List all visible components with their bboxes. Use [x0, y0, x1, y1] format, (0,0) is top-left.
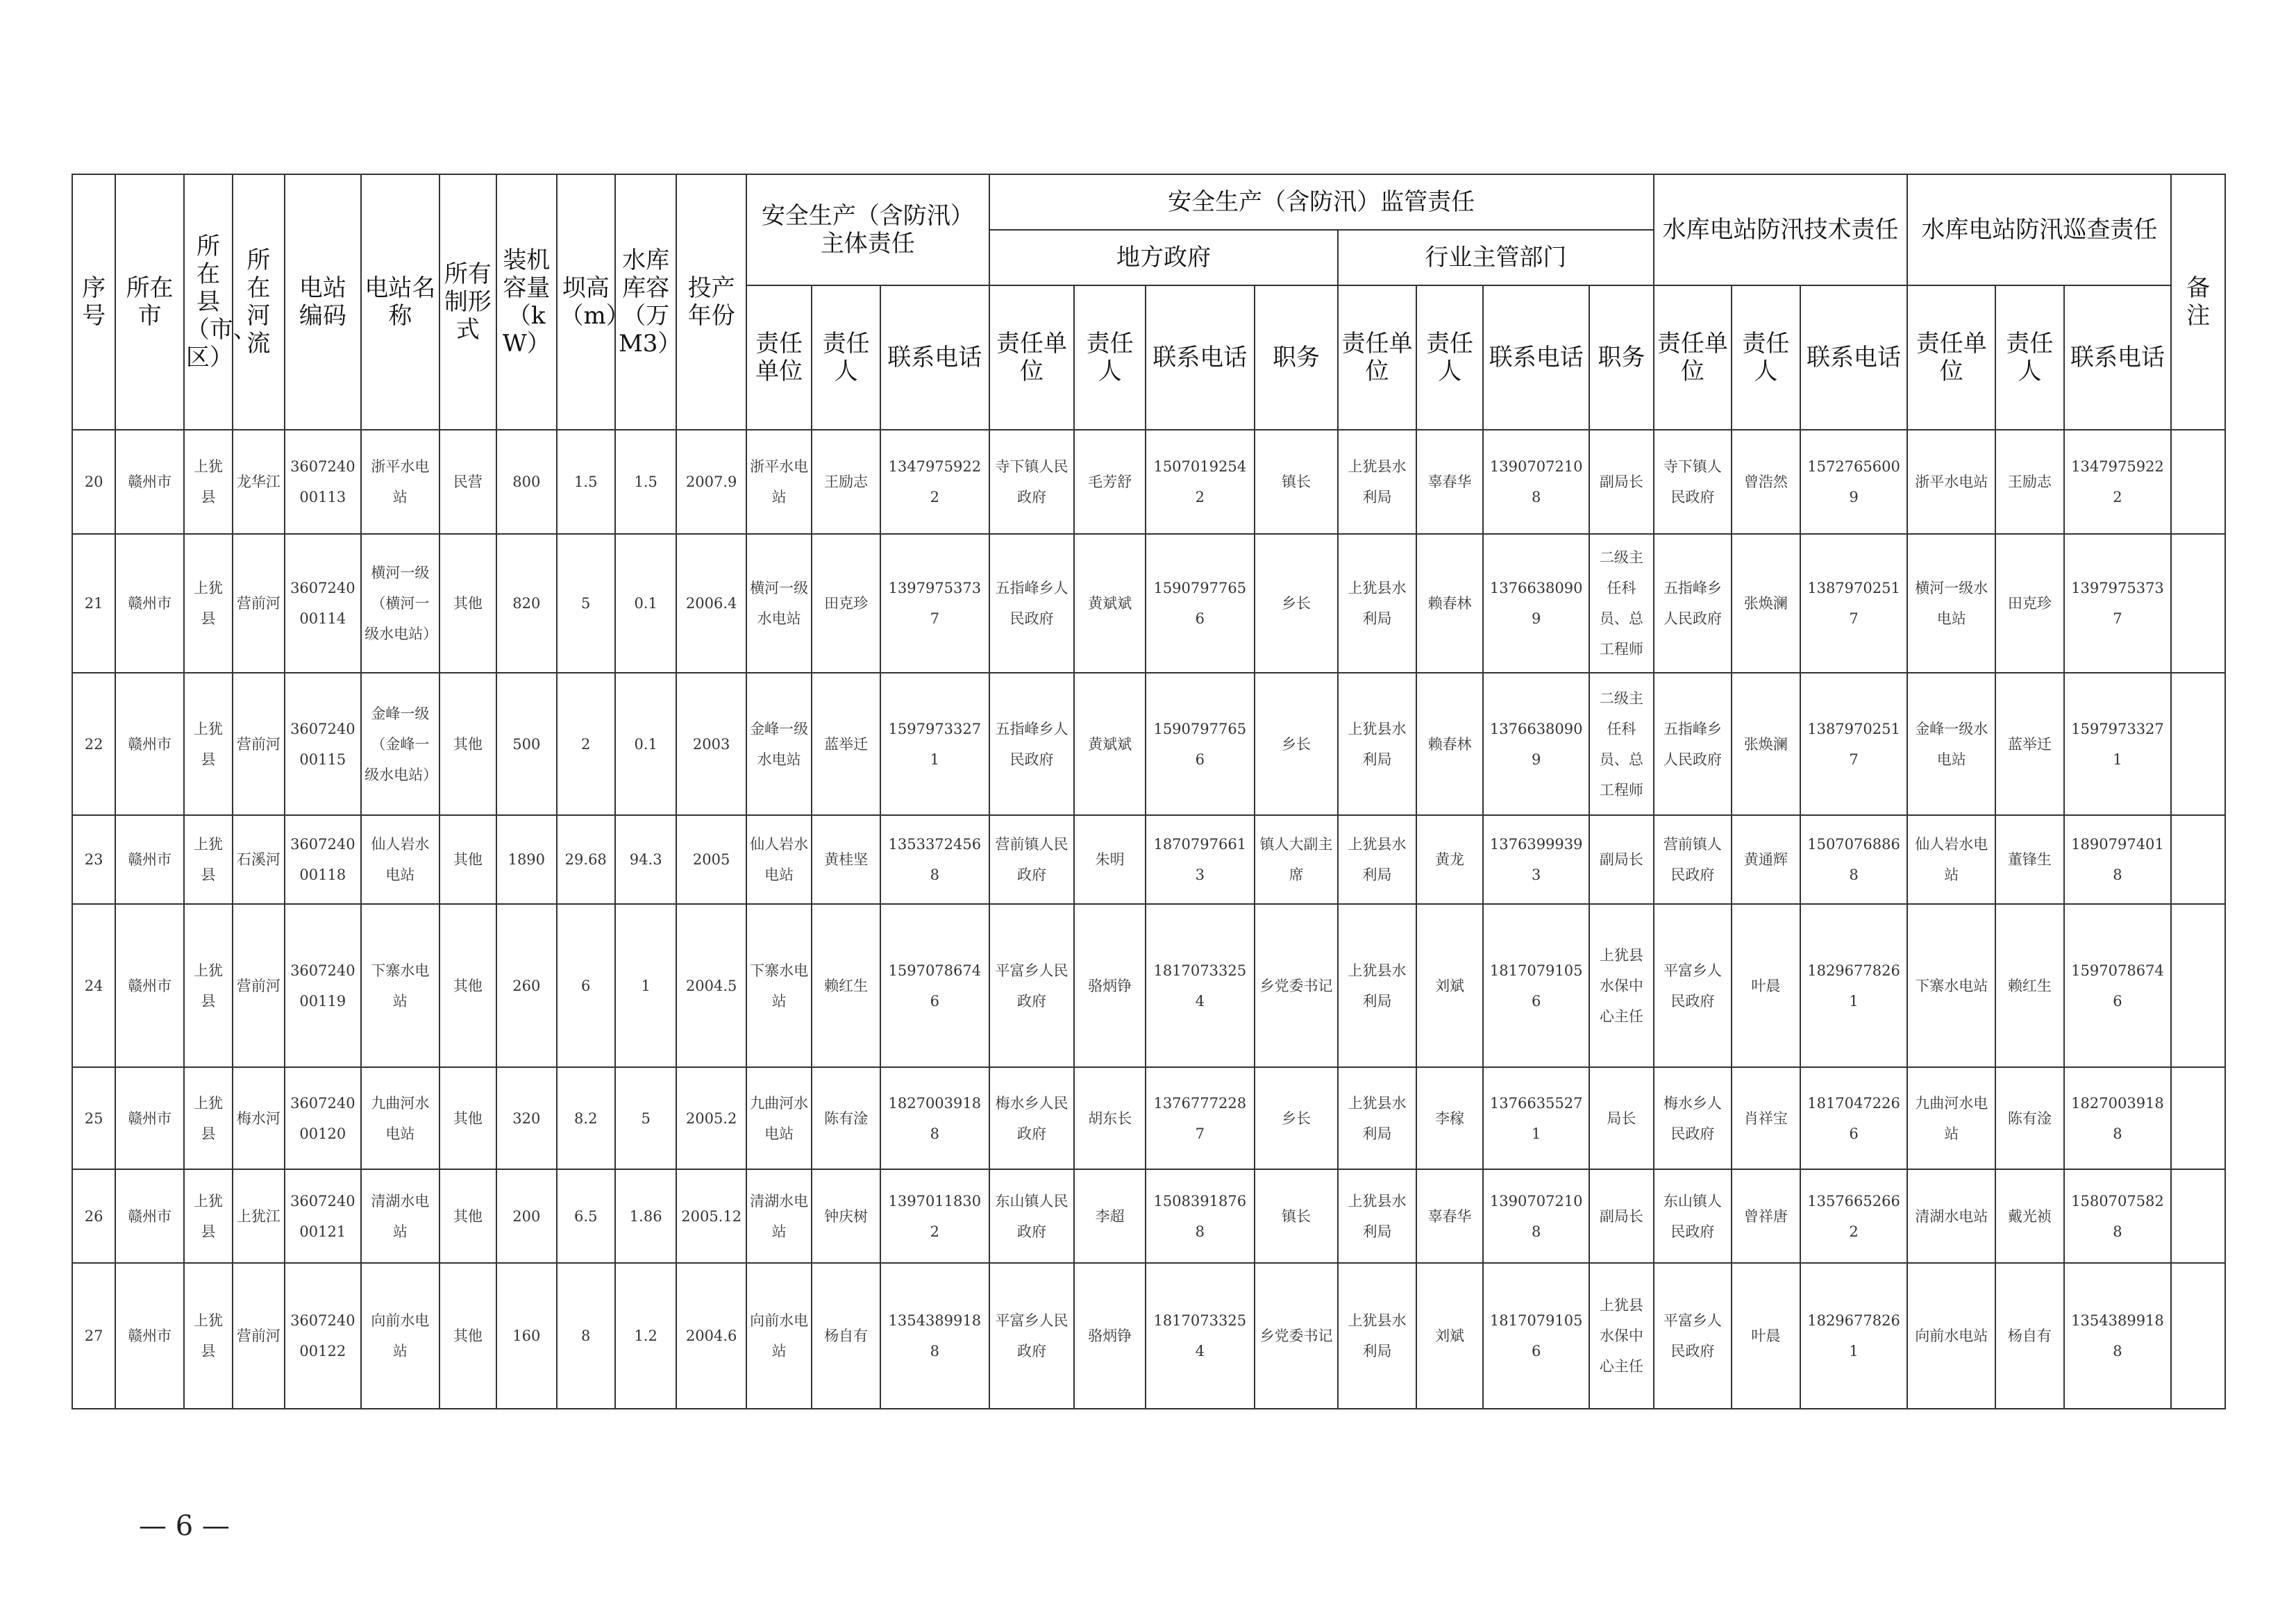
cell-cap: 800: [496, 430, 556, 534]
cell-p-unit: 向前水电站: [1907, 1263, 1995, 1409]
cell-m-unit: 清湖水电站: [746, 1169, 812, 1263]
cell-p-person: 戴光祯: [1995, 1169, 2064, 1263]
cell-stor: 94.3: [615, 815, 676, 904]
cell-county: 上犹县: [184, 1067, 233, 1169]
cell-t-unit: 营前镇人民政府: [1654, 815, 1732, 904]
col-name-header: 电站名称: [361, 174, 439, 430]
cell-m-phone: 13970118302: [880, 1169, 989, 1263]
cell-g-person: 骆炳铮: [1074, 904, 1146, 1067]
cell-seq: 21: [72, 534, 115, 673]
cell-g-phone: 13767772287: [1146, 1067, 1255, 1169]
cell-i-phone: 13907072108: [1483, 430, 1589, 534]
cell-t-person: 肖祥宝: [1732, 1067, 1800, 1169]
cell-m-unit: 向前水电站: [746, 1263, 812, 1409]
cell-t-phone: 13879702517: [1800, 534, 1908, 673]
cell-t-unit: 梅水乡人民政府: [1654, 1067, 1732, 1169]
cell-remark: [2171, 904, 2225, 1067]
cell-m-phone: 13543899188: [880, 1263, 989, 1409]
cell-p-phone: 15970786746: [2064, 904, 2172, 1067]
local-person-header: 责任人: [1074, 285, 1146, 430]
cell-stor: 5: [615, 1067, 676, 1169]
cell-city: 赣州市: [115, 1067, 184, 1169]
cell-city: 赣州市: [115, 534, 184, 673]
cell-dam: 5: [557, 534, 615, 673]
industry-phone-header: 联系电话: [1483, 285, 1589, 430]
cell-m-phone: 13533724568: [880, 815, 989, 904]
cell-i-person: 刘斌: [1416, 904, 1483, 1067]
cell-own: 其他: [439, 1067, 496, 1169]
cell-t-phone: 18170472266: [1800, 1067, 1908, 1169]
cell-p-person: 王励志: [1995, 430, 2064, 534]
main-person-header: 责任人: [812, 285, 880, 430]
cell-year: 2006.4: [676, 534, 746, 673]
local-phone-header: 联系电话: [1146, 285, 1255, 430]
cell-g-phone: 15083918768: [1146, 1169, 1255, 1263]
cell-p-unit: 下寨水电站: [1907, 904, 1995, 1067]
cell-p-phone: 18270039188: [2064, 1067, 2172, 1169]
group-main-responsibility-header: 安全生产（含防汛）主体责任: [746, 174, 989, 285]
cell-p-person: 董锋生: [1995, 815, 2064, 904]
cell-m-person: 陈有淦: [812, 1067, 880, 1169]
cell-p-unit: 仙人岩水电站: [1907, 815, 1995, 904]
group-supervise-responsibility-header: 安全生产（含防汛）监管责任: [989, 174, 1654, 230]
page-number: — 6 —: [139, 1510, 230, 1542]
cell-p-person: 蓝举迁: [1995, 673, 2064, 815]
cell-i-unit: 上犹县水利局: [1338, 673, 1416, 815]
cell-dam: 1.5: [557, 430, 615, 534]
cell-t-person: 曾祥唐: [1732, 1169, 1800, 1263]
cell-city: 赣州市: [115, 430, 184, 534]
cell-t-unit: 五指峰乡人民政府: [1654, 534, 1732, 673]
cell-i-unit: 上犹县水利局: [1338, 904, 1416, 1067]
col-county-header: 所在县（市、区）: [184, 174, 233, 430]
cell-code: 360724000122: [285, 1263, 362, 1409]
table-row: [72, 904, 2225, 1067]
cell-i-phone: 18170791056: [1483, 1263, 1589, 1409]
cell-p-phone: 13543899188: [2064, 1263, 2172, 1409]
cell-m-unit: 浙平水电站: [746, 430, 812, 534]
cell-m-person: 王励志: [812, 430, 880, 534]
cell-p-unit: 九曲河水电站: [1907, 1067, 1995, 1169]
cell-t-phone: 18296778261: [1800, 904, 1908, 1067]
cell-g-phone: 15070192542: [1146, 430, 1255, 534]
cell-river: 石溪河: [233, 815, 284, 904]
industry-unit-header: 责任单位: [1338, 285, 1416, 430]
cell-river: 营前河: [233, 1263, 284, 1409]
cell-g-pos: 镇长: [1255, 430, 1339, 534]
cell-dam: 8: [557, 1263, 615, 1409]
cell-i-pos: 二级主任科员、总工程师: [1589, 673, 1653, 815]
cell-t-phone: 15070768868: [1800, 815, 1908, 904]
cell-name: 金峰一级（金峰一级水电站）: [361, 673, 439, 815]
cell-t-person: 叶晨: [1732, 1263, 1800, 1409]
cell-m-person: 黄桂坚: [812, 815, 880, 904]
cell-t-unit: 五指峰乡人民政府: [1654, 673, 1732, 815]
cell-t-person: 张焕澜: [1732, 534, 1800, 673]
cell-year: 2005.2: [676, 1067, 746, 1169]
cell-remark: [2171, 1067, 2225, 1169]
cell-remark: [2171, 1169, 2225, 1263]
group-patrol-responsibility-header: 水库电站防汛巡查责任: [1907, 174, 2171, 285]
cell-g-pos: 镇长: [1255, 1169, 1339, 1263]
cell-m-person: 田克珍: [812, 534, 880, 673]
cell-t-phone: 13576652662: [1800, 1169, 1908, 1263]
cell-cap: 260: [496, 904, 556, 1067]
hydropower-responsibility-table: [72, 174, 2226, 1409]
col-river-header: 所在河流: [233, 174, 284, 430]
cell-g-person: 骆炳铮: [1074, 1263, 1146, 1409]
cell-m-person: 赖红生: [812, 904, 880, 1067]
cell-remark: [2171, 673, 2225, 815]
cell-t-person: 黄通辉: [1732, 815, 1800, 904]
cell-i-person: 李稼: [1416, 1067, 1483, 1169]
cell-dam: 6: [557, 904, 615, 1067]
cell-dam: 6.5: [557, 1169, 615, 1263]
cell-city: 赣州市: [115, 815, 184, 904]
col-ownership-header: 所有制形式: [439, 174, 496, 430]
cell-g-phone: 18170733254: [1146, 1263, 1255, 1409]
cell-year: 2005.12: [676, 1169, 746, 1263]
cell-p-phone: 18907974018: [2064, 815, 2172, 904]
cell-i-phone: 18170791056: [1483, 904, 1589, 1067]
cell-g-pos: 镇人大副主席: [1255, 815, 1339, 904]
cell-g-unit: 五指峰乡人民政府: [989, 534, 1075, 673]
cell-county: 上犹县: [184, 534, 233, 673]
table-row: [72, 815, 2225, 904]
cell-name: 横河一级（横河一级水电站）: [361, 534, 439, 673]
cell-code: 360724000113: [285, 430, 362, 534]
cell-g-phone: 15907977656: [1146, 673, 1255, 815]
cell-g-pos: 乡长: [1255, 1067, 1339, 1169]
cell-i-person: 辜春华: [1416, 430, 1483, 534]
col-year-header: 投产年份: [676, 174, 746, 430]
col-dam-height-header: 坝高（m）: [557, 174, 615, 430]
cell-m-phone: 15970786746: [880, 904, 989, 1067]
cell-seq: 20: [72, 430, 115, 534]
cell-seq: 26: [72, 1169, 115, 1263]
cell-g-unit: 东山镇人民政府: [989, 1169, 1075, 1263]
cell-stor: 1.86: [615, 1169, 676, 1263]
cell-g-phone: 15907977656: [1146, 534, 1255, 673]
local-unit-header: 责任单位: [989, 285, 1075, 430]
group-tech-responsibility-header: 水库电站防汛技术责任: [1654, 174, 1908, 285]
cell-i-phone: 13766355271: [1483, 1067, 1589, 1169]
cell-i-unit: 上犹县水利局: [1338, 534, 1416, 673]
cell-i-person: 刘斌: [1416, 1263, 1483, 1409]
cell-seq: 27: [72, 1263, 115, 1409]
cell-i-phone: 13766380909: [1483, 534, 1589, 673]
cell-i-phone: 13766380909: [1483, 673, 1589, 815]
cell-dam: 2: [557, 673, 615, 815]
cell-i-unit: 上犹县水利局: [1338, 1169, 1416, 1263]
cell-name: 向前水电站: [361, 1263, 439, 1409]
cell-year: 2007.9: [676, 430, 746, 534]
patrol-phone-header: 联系电话: [2064, 285, 2172, 430]
cell-name: 九曲河水电站: [361, 1067, 439, 1169]
cell-stor: 0.1: [615, 673, 676, 815]
cell-code: 360724000114: [285, 534, 362, 673]
cell-cap: 320: [496, 1067, 556, 1169]
sub-local-government-header: 地方政府: [989, 230, 1339, 285]
cell-remark: [2171, 430, 2225, 534]
cell-own: 其他: [439, 815, 496, 904]
cell-t-unit: 东山镇人民政府: [1654, 1169, 1732, 1263]
cell-p-phone: 13979753737: [2064, 534, 2172, 673]
cell-cap: 160: [496, 1263, 556, 1409]
cell-i-pos: 副局长: [1589, 1169, 1653, 1263]
col-storage-header: 水库库容（万M3）: [615, 174, 676, 430]
cell-year: 2004.6: [676, 1263, 746, 1409]
cell-seq: 22: [72, 673, 115, 815]
cell-stor: 1.2: [615, 1263, 676, 1409]
cell-g-unit: 寺下镇人民政府: [989, 430, 1075, 534]
cell-g-person: 胡东长: [1074, 1067, 1146, 1169]
cell-i-phone: 13763999393: [1483, 815, 1589, 904]
cell-stor: 0.1: [615, 534, 676, 673]
col-capacity-header: 装机容量（kW）: [496, 174, 556, 430]
cell-m-unit: 下寨水电站: [746, 904, 812, 1067]
cell-i-person: 赖春林: [1416, 534, 1483, 673]
cell-t-phone: 13879702517: [1800, 673, 1908, 815]
cell-m-unit: 金峰一级水电站: [746, 673, 812, 815]
cell-code: 360724000118: [285, 815, 362, 904]
cell-name: 仙人岩水电站: [361, 815, 439, 904]
cell-t-unit: 平富乡人民政府: [1654, 1263, 1732, 1409]
col-city-header: 所在市: [115, 174, 184, 430]
cell-p-phone: 13479759222: [2064, 430, 2172, 534]
cell-code: 360724000120: [285, 1067, 362, 1169]
cell-own: 其他: [439, 1169, 496, 1263]
cell-g-phone: 18707976613: [1146, 815, 1255, 904]
patrol-person-header: 责任人: [1995, 285, 2064, 430]
cell-code: 360724000115: [285, 673, 362, 815]
cell-remark: [2171, 1263, 2225, 1409]
cell-t-phone: 15727656009: [1800, 430, 1908, 534]
cell-g-person: 毛芳舒: [1074, 430, 1146, 534]
tech-unit-header: 责任单位: [1654, 285, 1732, 430]
cell-own: 其他: [439, 1263, 496, 1409]
cell-dam: 8.2: [557, 1067, 615, 1169]
cell-own: 其他: [439, 534, 496, 673]
cell-remark: [2171, 815, 2225, 904]
cell-i-person: 赖春林: [1416, 673, 1483, 815]
cell-t-person: 曾浩然: [1732, 430, 1800, 534]
col-code-header: 电站编码: [285, 174, 362, 430]
cell-g-pos: 乡党委书记: [1255, 1263, 1339, 1409]
cell-g-unit: 平富乡人民政府: [989, 1263, 1075, 1409]
cell-i-pos: 副局长: [1589, 430, 1653, 534]
cell-own: 其他: [439, 673, 496, 815]
tech-person-header: 责任人: [1732, 285, 1800, 430]
cell-seq: 24: [72, 904, 115, 1067]
cell-stor: 1: [615, 904, 676, 1067]
cell-own: 民营: [439, 430, 496, 534]
cell-p-unit: 金峰一级水电站: [1907, 673, 1995, 815]
cell-cap: 820: [496, 534, 556, 673]
cell-city: 赣州市: [115, 904, 184, 1067]
patrol-unit-header: 责任单位: [1907, 285, 1995, 430]
cell-g-person: 朱明: [1074, 815, 1146, 904]
local-position-header: 职务: [1255, 285, 1339, 430]
sub-industry-department-header: 行业主管部门: [1338, 230, 1653, 285]
cell-year: 2003: [676, 673, 746, 815]
cell-g-pos: 乡长: [1255, 673, 1339, 815]
col-remarks-header: 备注: [2171, 174, 2225, 430]
table-row: [72, 1169, 2225, 1263]
cell-river: 梅水河: [233, 1067, 284, 1169]
cell-i-unit: 上犹县水利局: [1338, 815, 1416, 904]
cell-i-pos: 二级主任科员、总工程师: [1589, 534, 1653, 673]
cell-i-unit: 上犹县水利局: [1338, 1263, 1416, 1409]
cell-i-phone: 13907072108: [1483, 1169, 1589, 1263]
cell-m-person: 蓝举迁: [812, 673, 880, 815]
table-row: [72, 534, 2225, 673]
cell-i-person: 黄龙: [1416, 815, 1483, 904]
cell-i-pos: 上犹县水保中心主任: [1589, 1263, 1653, 1409]
cell-code: 360724000121: [285, 1169, 362, 1263]
cell-city: 赣州市: [115, 673, 184, 815]
cell-city: 赣州市: [115, 1263, 184, 1409]
cell-m-unit: 九曲河水电站: [746, 1067, 812, 1169]
cell-i-pos: 副局长: [1589, 815, 1653, 904]
cell-m-phone: 13979753737: [880, 534, 989, 673]
cell-city: 赣州市: [115, 1169, 184, 1263]
cell-dam: 29.68: [557, 815, 615, 904]
cell-seq: 23: [72, 815, 115, 904]
cell-i-pos: 局长: [1589, 1067, 1653, 1169]
cell-remark: [2171, 534, 2225, 673]
tech-phone-header: 联系电话: [1800, 285, 1908, 430]
cell-cap: 1890: [496, 815, 556, 904]
industry-position-header: 职务: [1589, 285, 1653, 430]
cell-year: 2005: [676, 815, 746, 904]
cell-p-unit: 清湖水电站: [1907, 1169, 1995, 1263]
cell-p-unit: 浙平水电站: [1907, 430, 1995, 534]
cell-m-phone: 18270039188: [880, 1067, 989, 1169]
cell-county: 上犹县: [184, 430, 233, 534]
cell-p-person: 陈有淦: [1995, 1067, 2064, 1169]
cell-river: 营前河: [233, 673, 284, 815]
cell-i-unit: 上犹县水利局: [1338, 430, 1416, 534]
cell-river: 营前河: [233, 534, 284, 673]
cell-m-unit: 仙人岩水电站: [746, 815, 812, 904]
cell-year: 2004.5: [676, 904, 746, 1067]
cell-county: 上犹县: [184, 1169, 233, 1263]
cell-m-unit: 横河一级水电站: [746, 534, 812, 673]
cell-g-person: 黄斌斌: [1074, 673, 1146, 815]
cell-g-unit: 营前镇人民政府: [989, 815, 1075, 904]
cell-t-unit: 平富乡人民政府: [1654, 904, 1732, 1067]
cell-p-phone: 15979733271: [2064, 673, 2172, 815]
cell-t-person: 张焕澜: [1732, 673, 1800, 815]
cell-county: 上犹县: [184, 815, 233, 904]
cell-t-phone: 18296778261: [1800, 1263, 1908, 1409]
cell-g-person: 李超: [1074, 1169, 1146, 1263]
cell-p-unit: 横河一级水电站: [1907, 534, 1995, 673]
cell-g-pos: 乡党委书记: [1255, 904, 1339, 1067]
cell-g-unit: 平富乡人民政府: [989, 904, 1075, 1067]
cell-i-pos: 上犹县水保中心主任: [1589, 904, 1653, 1067]
cell-g-unit: 梅水乡人民政府: [989, 1067, 1075, 1169]
cell-seq: 25: [72, 1067, 115, 1169]
cell-river: 营前河: [233, 904, 284, 1067]
cell-p-person: 杨自有: [1995, 1263, 2064, 1409]
main-unit-header: 责任单位: [746, 285, 812, 430]
cell-g-unit: 五指峰乡人民政府: [989, 673, 1075, 815]
cell-g-person: 黄斌斌: [1074, 534, 1146, 673]
table-row: [72, 430, 2225, 534]
cell-g-phone: 18170733254: [1146, 904, 1255, 1067]
table-row: [72, 673, 2225, 815]
cell-county: 上犹县: [184, 673, 233, 815]
cell-cap: 200: [496, 1169, 556, 1263]
cell-name: 浙平水电站: [361, 430, 439, 534]
cell-t-unit: 寺下镇人民政府: [1654, 430, 1732, 534]
industry-person-header: 责任人: [1416, 285, 1483, 430]
cell-county: 上犹县: [184, 1263, 233, 1409]
cell-name: 下寨水电站: [361, 904, 439, 1067]
responsibility-table-sheet: [72, 174, 2226, 1409]
cell-m-person: 杨自有: [812, 1263, 880, 1409]
cell-t-person: 叶晨: [1732, 904, 1800, 1067]
cell-river: 上犹江: [233, 1169, 284, 1263]
cell-stor: 1.5: [615, 430, 676, 534]
cell-p-phone: 15807075828: [2064, 1169, 2172, 1263]
cell-county: 上犹县: [184, 904, 233, 1067]
cell-p-person: 田克珍: [1995, 534, 2064, 673]
cell-river: 龙华江: [233, 430, 284, 534]
cell-m-phone: 15979733271: [880, 673, 989, 815]
cell-i-person: 辜春华: [1416, 1169, 1483, 1263]
cell-name: 清湖水电站: [361, 1169, 439, 1263]
cell-own: 其他: [439, 904, 496, 1067]
cell-cap: 500: [496, 673, 556, 815]
cell-p-person: 赖红生: [1995, 904, 2064, 1067]
table-body: [72, 430, 2225, 1409]
cell-code: 360724000119: [285, 904, 362, 1067]
cell-g-pos: 乡长: [1255, 534, 1339, 673]
table-row: [72, 1067, 2225, 1169]
cell-m-person: 钟庆树: [812, 1169, 880, 1263]
col-seq-header: 序号: [72, 174, 115, 430]
main-phone-header: 联系电话: [880, 285, 989, 430]
cell-m-phone: 13479759222: [880, 430, 989, 534]
table-row: [72, 1263, 2225, 1409]
cell-i-unit: 上犹县水利局: [1338, 1067, 1416, 1169]
